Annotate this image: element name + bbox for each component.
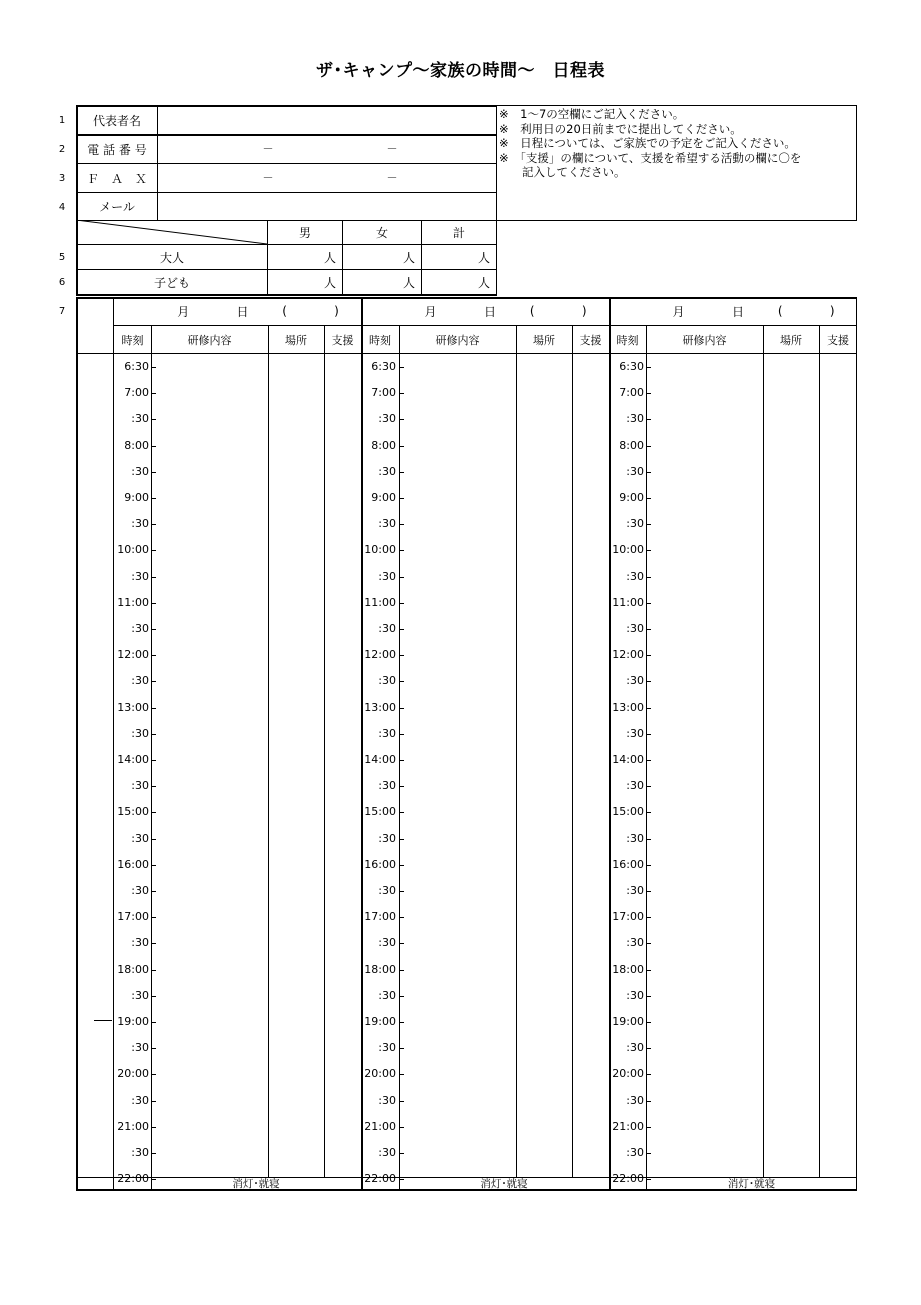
time-label: 8:00 (124, 438, 149, 452)
count-row-label: 大人 (159, 250, 184, 265)
day-month-label: 月 (672, 304, 685, 319)
time-tick (646, 970, 651, 971)
time-label: 14:00 (117, 753, 149, 766)
phone-dash: － (262, 142, 274, 155)
column-time: 時刻 (369, 333, 391, 347)
column-time: 時刻 (121, 333, 144, 347)
time-tick (151, 655, 156, 656)
time-tick (399, 1153, 404, 1154)
time-label: 8:00 (371, 438, 396, 452)
time-label: 10:00 (117, 543, 149, 557)
phone-label: 電 話 番 号 (87, 142, 147, 157)
time-tick (399, 1022, 404, 1023)
place-column-divider (324, 325, 325, 1177)
time-tick (399, 472, 404, 473)
content-column-divider (268, 325, 269, 1177)
time-label: :30 (131, 936, 149, 950)
time-label: 13:00 (364, 700, 396, 714)
time-tick (646, 472, 651, 473)
time-label: 20:00 (364, 1067, 396, 1081)
time-label: :30 (378, 831, 396, 845)
time-tick (646, 760, 651, 761)
time-tick (646, 498, 651, 499)
time-tick (399, 1101, 404, 1102)
day-paren-open: ( (282, 304, 287, 318)
time-tick (646, 996, 651, 997)
page-title: ザ･キャンプ～家族の時間～ 日程表 (316, 61, 605, 81)
time-tick (646, 1048, 651, 1049)
count-header: 女 (375, 226, 388, 240)
time-tick (399, 1048, 404, 1049)
time-tick (399, 812, 404, 813)
time-label: 22:00 (364, 1172, 396, 1186)
count-cell[interactable]: 人 (402, 250, 415, 265)
lights-out-label: 消灯･就寝 (727, 1178, 776, 1190)
time-label: :30 (131, 779, 149, 793)
time-label: :30 (378, 884, 396, 897)
time-tick (646, 681, 651, 682)
day-paren-close: ) (581, 304, 587, 318)
time-label: 11:00 (117, 595, 149, 609)
time-label: 19:00 (117, 1015, 149, 1028)
schedule-line (76, 353, 857, 354)
time-label: 6:30 (619, 360, 644, 373)
time-label: 12:00 (117, 648, 149, 662)
time-label: 13:00 (117, 700, 149, 714)
fax-dash: － (262, 171, 274, 184)
time-label: 16:00 (364, 857, 396, 871)
time-label: 7:00 (619, 386, 644, 400)
time-tick (646, 393, 651, 394)
time-tick (399, 498, 404, 499)
notes-top-border (497, 105, 857, 106)
time-tick (399, 1127, 404, 1128)
time-label: 7:00 (124, 386, 149, 400)
time-tick (399, 970, 404, 971)
phone-dash: － (386, 142, 398, 155)
day-day-label: 日 (484, 304, 497, 319)
day-divider (609, 297, 611, 1190)
column-time: 時刻 (616, 333, 639, 347)
time-label: :30 (626, 988, 644, 1002)
time-tick (646, 655, 651, 656)
time-tick (151, 734, 156, 735)
time-tick (646, 1022, 651, 1023)
count-cell[interactable]: 人 (323, 275, 336, 290)
count-header: 男 (298, 226, 311, 240)
column-content: 研修内容 (435, 333, 480, 347)
column-support: 支援 (827, 333, 849, 347)
time-tick (151, 812, 156, 813)
time-column-divider (151, 325, 152, 1189)
day-day-label: 日 (732, 304, 745, 319)
time-tick (646, 446, 651, 447)
time-tick (399, 629, 404, 630)
time-tick (151, 1022, 156, 1023)
time-label: :30 (131, 569, 149, 583)
time-tick (646, 367, 651, 368)
time-tick (646, 839, 651, 840)
row-number: 6 (58, 276, 66, 288)
time-tick (151, 1074, 156, 1075)
time-tick (151, 970, 156, 971)
time-label: 13:00 (612, 700, 644, 714)
fax-dash: － (386, 171, 398, 184)
time-label: :30 (378, 517, 396, 531)
time-tick (399, 708, 404, 709)
time-tick (646, 1127, 651, 1128)
time-label: :30 (131, 726, 149, 740)
time-tick (399, 786, 404, 787)
time-label: :30 (131, 412, 149, 426)
time-label: 20:00 (612, 1067, 644, 1081)
time-label: :30 (378, 674, 396, 688)
count-line (76, 294, 497, 296)
day-paren-open: ( (777, 304, 783, 318)
time-label: 9:00 (619, 491, 644, 504)
time-tick (399, 943, 404, 944)
time-tick (646, 943, 651, 944)
time-tick (151, 760, 156, 761)
representative-name-field[interactable] (158, 106, 496, 133)
time-label: :30 (626, 412, 644, 426)
time-label: 6:30 (371, 360, 396, 373)
time-label: 6:30 (124, 360, 149, 373)
time-label: :30 (626, 674, 644, 688)
time-tick (399, 603, 404, 604)
time-label: :30 (131, 831, 149, 845)
time-label: :30 (378, 1093, 396, 1107)
time-tick (646, 419, 651, 420)
instruction-note: ※ 利用日の20日前までに提出してください。 (499, 121, 742, 136)
time-label: :30 (626, 726, 644, 740)
time-label: 12:00 (612, 648, 644, 662)
time-tick (646, 1074, 651, 1075)
time-label: 19:00 (364, 1015, 396, 1028)
time-column-divider (646, 325, 647, 1189)
mail-label: メール (99, 200, 135, 214)
time-tick (151, 577, 156, 578)
time-tick (151, 865, 156, 866)
time-label: 17:00 (117, 910, 149, 924)
time-label: 18:00 (117, 962, 149, 976)
time-tick (151, 786, 156, 787)
time-label: :30 (131, 622, 149, 635)
time-tick (151, 603, 156, 604)
time-label: :30 (378, 1041, 396, 1055)
time-tick (151, 1048, 156, 1049)
content-column-divider (516, 325, 517, 1177)
time-label: :30 (131, 464, 149, 478)
time-tick (399, 917, 404, 918)
time-label: :30 (378, 936, 396, 950)
time-label: :30 (131, 884, 149, 897)
time-tick (646, 603, 651, 604)
time-tick (646, 577, 651, 578)
time-label: :30 (626, 517, 644, 531)
instruction-note: 記入してください。 (499, 165, 626, 179)
fax-label: Ｆ Ａ Ｘ (86, 171, 147, 186)
time-label: :30 (378, 464, 396, 478)
count-header: 計 (452, 226, 465, 240)
row-number: 7 (58, 305, 66, 317)
count-cell[interactable]: 人 (323, 250, 336, 265)
time-label: 18:00 (612, 962, 644, 976)
notes-bottom-border (497, 220, 857, 221)
time-label: 17:00 (364, 910, 396, 924)
time-tick (151, 839, 156, 840)
time-label: :30 (626, 831, 644, 845)
time-label: :30 (626, 1041, 644, 1055)
time-column-divider (399, 325, 400, 1189)
time-label: 16:00 (117, 857, 149, 871)
time-tick (151, 446, 156, 447)
time-tick (151, 996, 156, 997)
time-label: :30 (626, 622, 644, 635)
time-label: :30 (378, 569, 396, 583)
schedule-divider (113, 297, 114, 1189)
time-tick (399, 839, 404, 840)
time-label: 11:00 (612, 595, 644, 609)
time-tick (646, 786, 651, 787)
time-label: :30 (131, 1146, 149, 1159)
time-label: :30 (131, 988, 149, 1002)
schedule-left-border (76, 297, 78, 1190)
row-number: 1 (58, 114, 66, 126)
instruction-note: ※ 日程については、ご家族での予定をご記入ください。 (499, 136, 796, 150)
time-tick (399, 1074, 404, 1075)
time-label: 15:00 (117, 805, 149, 819)
time-tick (151, 498, 156, 499)
time-tick (151, 393, 156, 394)
day-paren-close: ) (334, 304, 339, 318)
row-number: 3 (58, 172, 66, 184)
column-place: 場所 (285, 333, 307, 347)
time-tick (646, 550, 651, 551)
time-tick (646, 891, 651, 892)
time-tick (151, 1153, 156, 1154)
time-tick (646, 629, 651, 630)
time-label: 11:00 (364, 595, 396, 609)
schedule-right-border (856, 297, 857, 1190)
notes-right-border (856, 105, 857, 221)
time-label: 9:00 (371, 491, 396, 504)
count-cell[interactable]: 人 (402, 275, 415, 290)
time-tick (151, 681, 156, 682)
time-tick (151, 629, 156, 630)
lights-out-label: 消灯･就寝 (232, 1178, 280, 1190)
time-tick (151, 1101, 156, 1102)
count-cell[interactable]: 人 (477, 250, 490, 265)
time-label: 8:00 (619, 438, 644, 452)
count-cell[interactable]: 人 (477, 275, 490, 290)
time-label: :30 (378, 988, 396, 1002)
time-tick (151, 891, 156, 892)
time-label: :30 (378, 779, 396, 793)
time-label: 20:00 (117, 1067, 149, 1081)
time-tick (646, 812, 651, 813)
day-paren-close: ) (829, 304, 835, 318)
time-tick (399, 524, 404, 525)
time-tick (399, 760, 404, 761)
lights-out-label: 消灯･就寝 (480, 1178, 528, 1190)
time-label: 15:00 (612, 805, 644, 819)
time-label: 10:00 (612, 543, 644, 557)
time-tick (399, 367, 404, 368)
time-label: :30 (131, 517, 149, 531)
time-label: 9:00 (124, 491, 149, 504)
time-tick (399, 393, 404, 394)
time-label: 18:00 (364, 962, 396, 976)
time-tick (399, 577, 404, 578)
time-label: 19:00 (612, 1015, 644, 1028)
time-tick (646, 865, 651, 866)
time-tick (399, 996, 404, 997)
column-content: 研修内容 (682, 333, 727, 347)
count-row-label: 子ども (153, 275, 190, 290)
time-label: :30 (626, 779, 644, 793)
time-tick (646, 1101, 651, 1102)
time-label: :30 (626, 464, 644, 478)
time-tick (399, 681, 404, 682)
time-label: :30 (131, 1093, 149, 1107)
diagonal-corner (76, 220, 267, 244)
time-label: :30 (131, 1041, 149, 1055)
time-label: 16:00 (612, 857, 644, 871)
representative-label: 代表者名 (92, 113, 141, 128)
schedule-top-border (76, 297, 857, 299)
day-month-label: 月 (424, 304, 437, 319)
time-tick (399, 655, 404, 656)
time-tick (151, 1127, 156, 1128)
time-tick (399, 865, 404, 866)
instruction-note: ※ 「支援」の欄について、支援を希望する活動の欄に〇を (499, 150, 802, 165)
day-paren-open: ( (529, 304, 535, 318)
time-label: :30 (378, 412, 396, 426)
time-tick (151, 367, 156, 368)
time-label: :30 (626, 1146, 644, 1159)
time-tick (151, 419, 156, 420)
time-label: :30 (131, 674, 149, 688)
time-tick (399, 419, 404, 420)
time-label: 22:00 (117, 1172, 149, 1186)
time-label: 21:00 (364, 1119, 396, 1133)
time-tick (399, 734, 404, 735)
column-content: 研修内容 (187, 333, 232, 347)
row-number: 5 (58, 251, 66, 263)
content-column-divider (763, 325, 764, 1177)
margin-mark (94, 1020, 112, 1021)
time-tick (399, 550, 404, 551)
time-label: 10:00 (364, 543, 396, 557)
time-tick (151, 708, 156, 709)
row-number: 4 (58, 201, 66, 213)
place-column-divider (572, 325, 573, 1177)
time-label: 21:00 (117, 1119, 149, 1133)
time-tick (646, 708, 651, 709)
time-tick (151, 917, 156, 918)
time-label: :30 (378, 726, 396, 740)
time-tick (646, 734, 651, 735)
column-support: 支援 (331, 333, 354, 347)
time-label: 7:00 (371, 386, 396, 400)
column-place: 場所 (780, 333, 802, 347)
time-label: :30 (626, 936, 644, 950)
day-month-label: 月 (177, 304, 190, 319)
day-day-label: 日 (236, 304, 249, 319)
time-label: 17:00 (612, 910, 644, 924)
time-label: 14:00 (364, 753, 396, 766)
place-column-divider (819, 325, 820, 1177)
time-label: :30 (378, 1146, 396, 1159)
time-label: 15:00 (364, 805, 396, 819)
time-label: 14:00 (612, 753, 644, 766)
time-label: :30 (626, 569, 644, 583)
row-number: 2 (58, 143, 66, 155)
time-tick (151, 524, 156, 525)
day-divider (361, 297, 363, 1190)
instruction-note: ※ 1～7の空欄にご記入ください。 (499, 107, 685, 121)
time-label: :30 (378, 622, 396, 635)
time-tick (646, 1153, 651, 1154)
info-right-border (496, 105, 497, 294)
time-label: 22:00 (612, 1172, 644, 1186)
column-support: 支援 (579, 333, 602, 347)
time-tick (151, 472, 156, 473)
time-label: :30 (626, 884, 644, 897)
time-label: :30 (626, 1093, 644, 1107)
time-tick (151, 550, 156, 551)
time-label: 21:00 (612, 1119, 644, 1133)
time-tick (646, 917, 651, 918)
time-tick (151, 943, 156, 944)
time-tick (399, 891, 404, 892)
time-tick (646, 524, 651, 525)
column-place: 場所 (533, 333, 555, 347)
time-label: 12:00 (364, 648, 396, 662)
time-tick (399, 446, 404, 447)
